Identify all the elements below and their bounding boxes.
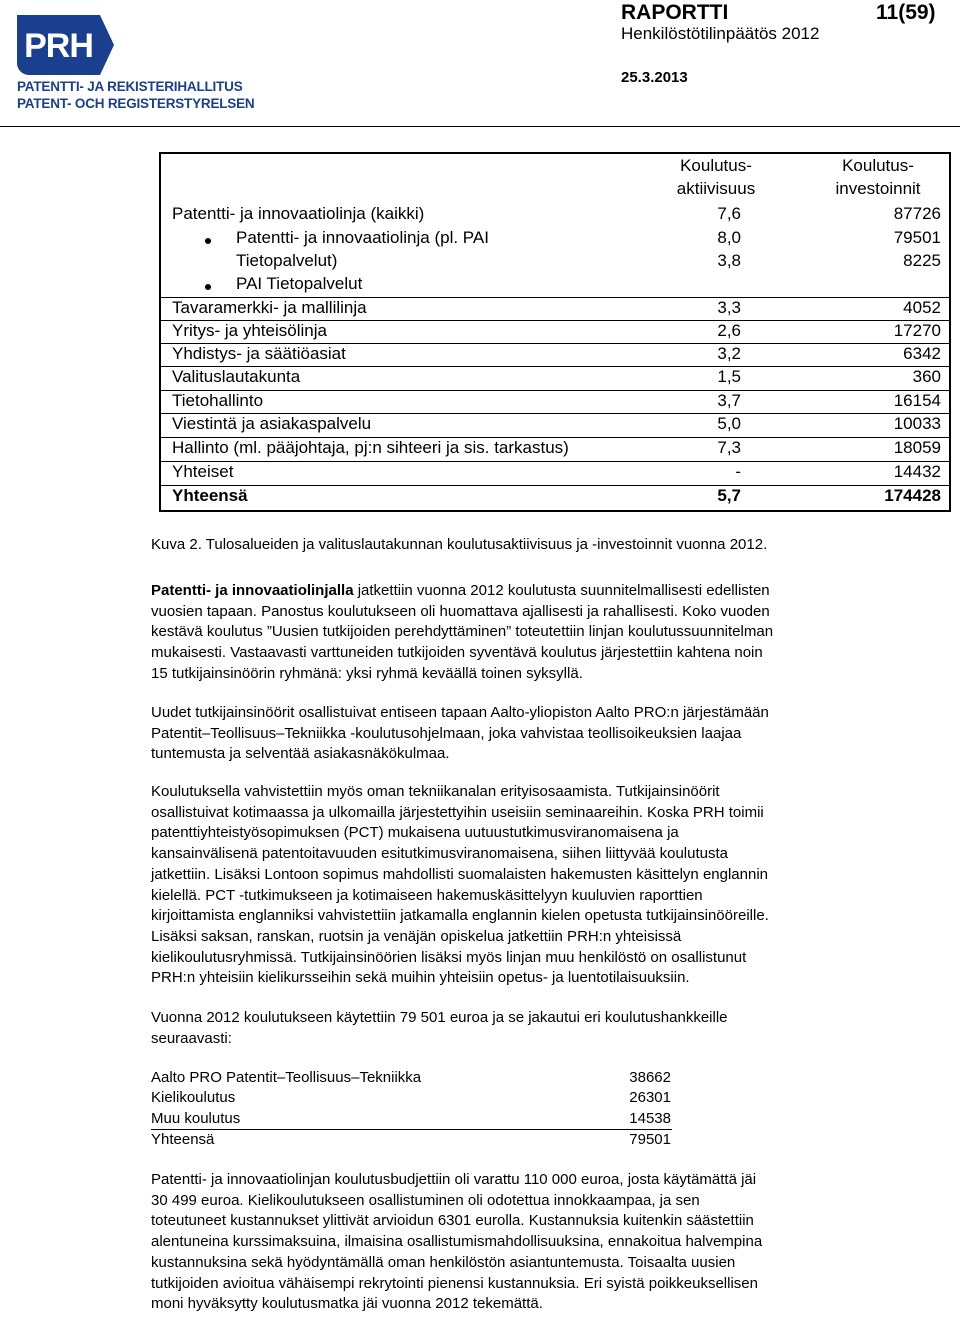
row-act: 3,3 [717,298,741,317]
paragraph-3-line: jatkettiin. Lisäksi Lontoon sopimus mahdollisti suomalaisten hakemusten käsittelyn englannin [151,865,769,883]
paragraph-3 [151,782,931,989]
training-table [159,152,951,512]
row-divider [161,390,951,391]
group-sub1-line1: Patentti- ja innovaatiolinja (pl. PAI [236,228,489,247]
header-divider [0,126,960,127]
paragraph-1-line: 15 tutkijainsinöörin ryhmänä: yksi ryhmä keväällä toinen syksyllä. [151,664,583,682]
row-divider [161,485,951,486]
report-date: 25.3.2013 [621,69,688,86]
paragraph-2 [151,703,931,765]
paragraph-5 [151,1170,931,1315]
row-inv: 17270 [893,321,941,340]
bullet-icon [205,238,211,244]
paragraph-3-line: kielikoulutusryhmissä. Tutkijainsinöörien lisäksi myös linjan muu henkilöstö on osallistunut [151,948,747,966]
paragraph-1-line: kestävä koulutus ”Uusien tutkijoiden perehdyttäminen” toteutettiin linjan koulutussuunnitelman [151,623,774,641]
row-label: Tavaramerkki- ja mallilinja [172,298,367,317]
row-act: 3,7 [717,391,741,410]
row-act: 3,2 [717,344,741,363]
paragraph-4-line: Vuonna 2012 koulutukseen käytettiin 79 501 euroa ja se jakautui eri koulutushankkeille [151,1009,728,1026]
paragraph-1-line: mukaisesti. Vastaavasti varttuneiden tutkijoiden syventävä koulutus järjestettiin kahtena noin [151,644,763,662]
col-header-investment-2: investoinnit [835,179,921,198]
prh-logo-mark: PRH [17,15,100,75]
paragraph-5-line: moni hyväksytty koulutusmatka jäi vuonna 2012 tekemättä. [151,1295,543,1313]
cost-total-label: Yhteensä [151,1131,215,1148]
group-act-sub2: 3,8 [717,251,741,270]
paragraph-3-line: PRH:n yhteisiin kielikursseihin sekä muihin yhteisiin opetus- ja luentotilaisuuksiin. [151,969,690,987]
paragraph-3-line: kansainvälisenä patentoitavuuden esitutkimusviranomaisena, siihen liittyvää koulutusta [151,845,729,863]
col-header-investment-1: Koulutus- [842,156,914,175]
cost-value: 38662 [629,1069,671,1086]
paragraph-3-line: osallistuivat kotimaassa ja ulkomailla järjestettyihin useisiin seminaareihin. Koska PRH toimii [151,803,764,821]
row-divider [161,461,951,462]
paragraph-5-line: tutkijoiden avioitua vähäisempi rekrytointi pienensi kustannuksia. Eri syistä poikkeuksellisen [151,1274,758,1292]
row-act: - [735,462,741,481]
paragraph-5-line: kustannuksina sekä hyödyntämällä oman henkilöstön asiantuntemusta. Toisaalta uusien [151,1253,736,1271]
paragraph-2-line: tuntemusta ja selventää asiakasnäkökulmaa. [151,745,450,763]
paragraph-3-line: Lisäksi saksan, ranskan, ruotsin ja venäjän opiskelua jatkettiin PRH:n yhteisissä [151,927,682,945]
paragraph-1-line: jatkettiin vuonna 2012 koulutusta suunnitelmallisesti edellisten [353,582,770,599]
group-act-sub1: 8,0 [717,228,741,247]
col-header-activity-2: aktiivisuus [676,179,756,198]
paragraph-5-line: toteutuneet kustannukset ylittivät arvioidun 6301 eurolla. Kustannuksia kuitenkin säästettiin [151,1212,754,1230]
page-number: 11(59) [876,1,936,24]
group-inv-sub1: 79501 [893,228,941,247]
row-inv: 4052 [903,298,941,317]
row-inv: 6342 [903,344,941,363]
row-act: 2,6 [717,321,741,340]
cost-label: Aalto PRO Patentit–Teollisuus–Tekniikka [151,1069,422,1086]
total-label: Yhteensä [172,486,248,505]
cost-label: Muu koulutus [151,1110,241,1127]
row-inv: 10033 [893,414,941,433]
row-act: 1,5 [717,367,741,386]
report-subtitle: Henkilöstötilinpäätös 2012 [621,24,820,43]
paragraph-3-line: patenttiyhteistyösopimuksen (PCT) mukaisena uutuustutkimusviranomaisena ja [151,824,679,842]
row-label: Viestintä ja asiakaspalvelu [172,414,372,433]
paragraph-2-line: Uudet tutkijainsinöörit osallistuivat entiseen tapaan Aalto-yliopiston Aalto PRO:n järjestämään [151,704,769,721]
row-act: 7,3 [717,438,741,457]
cost-label: Kielikoulutus [151,1089,236,1106]
paragraph-1-line: vuosien tapaan. Panostus koulutukseen oli huomattava ajallisesti ja rahallisesti. Koko vuoden [151,602,770,620]
row-label: Yhdistys- ja säätiöasiat [172,344,346,363]
row-inv: 18059 [893,438,941,457]
paragraph-4-line: seuraavasti: [151,1029,232,1047]
row-label: Hallinto (ml. pääjohtaja, pj:n sihteeri ja sis. tarkastus) [172,438,569,457]
report-title: RAPORTTI [621,1,729,24]
logo-text-finnish: PATENTTI- JA REKISTERIHALLITUS [17,79,243,94]
cost-value: 14538 [629,1110,671,1127]
figure-caption: Kuva 2. Tulosalueiden ja valituslautakunnan koulutusaktiivisuus ja -investoinnit vuonna 2012. [151,536,768,553]
prh-logo [17,15,255,115]
logo-text-swedish: PATENT- OCH REGISTERSTYRELSEN [17,96,255,111]
paragraph-3-line: Koulutuksella vahvistettiin myös oman tekniikanalan erityisosaamista. Tutkijainsinöörit [151,783,720,800]
paragraph-1 [151,581,931,685]
bullet-icon [205,284,211,290]
total-act: 5,7 [717,486,741,505]
cost-value: 26301 [629,1089,671,1106]
row-label: Tietohallinto [172,391,264,410]
group-label: Patentti- ja innovaatiolinja (kaikki) [172,204,425,223]
paragraph-3-line: kielellä. PCT -tutkimukseen ja kotimaiseen hakemuskäsittelyyn kuuluvien raporttien [151,886,703,904]
paragraph-1-bold: Patentti- ja innovaatiolinjalla [151,582,354,599]
row-inv: 360 [912,367,941,386]
col-header-activity-1: Koulutus- [680,156,752,175]
paragraph-5-line: alentuneina kurssimaksuina, ilmaisina osallistumismahdollisuuksina, ennakoitua halvempina [151,1233,763,1251]
paragraph-5-line: 30 499 euroa. Kielikoulutukseen osallistuminen oli odotettua innokkaampaa, ja sen [151,1191,700,1209]
row-label: Valituslautakunta [172,367,301,386]
cost-total-value: 79501 [629,1131,671,1148]
row-act: 5,0 [717,414,741,433]
row-inv: 16154 [893,391,941,410]
paragraph-2-line: Patentit–Teollisuus–Tekniikka -koulutusohjelmaan, joka vahvistaa teollisoikeuksien laajaa [151,724,742,742]
row-inv: 14432 [893,462,941,481]
paragraph-3-line: kirjoittamista englanniksi vahvistettiin jatkamalla englannin kielen opetusta tutkijainsinööreille. [151,907,769,925]
group-sub2: PAI Tietopalvelut [236,274,363,293]
paragraph-4 [151,1008,931,1049]
paragraph-5-line: Patentti- ja innovaatiolinjan koulutusbudjettiin oli varattu 110 000 euroa, josta käytämättä jäi [151,1171,757,1188]
total-inv: 174428 [884,486,941,505]
group-sub1-line2: Tietopalvelut) [236,251,338,270]
row-label: Yritys- ja yhteisölinja [172,321,327,340]
group-inv-total: 87726 [893,204,941,223]
row-label: Yhteiset [172,462,234,481]
group-act-total: 7,6 [717,204,741,223]
group-inv-sub2: 8225 [903,251,941,270]
